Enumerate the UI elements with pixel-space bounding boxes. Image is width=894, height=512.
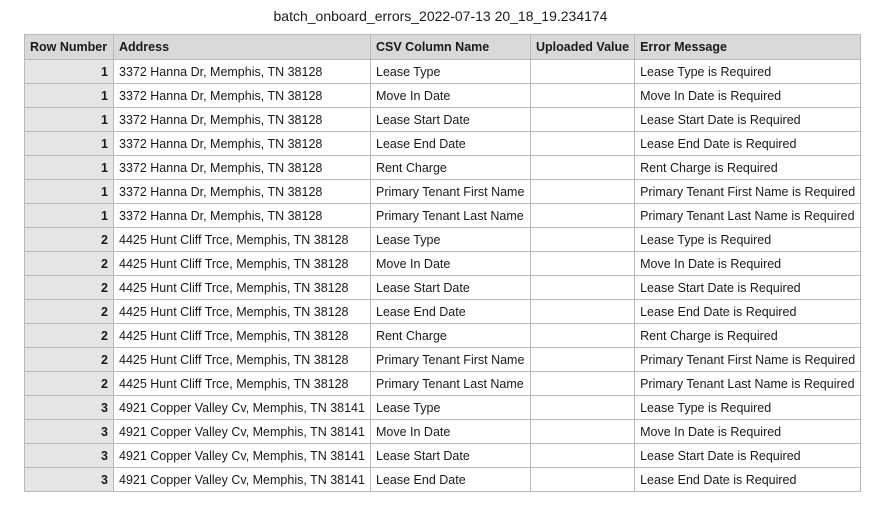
csv-column-name-cell[interactable]: Lease End Date bbox=[371, 132, 531, 156]
error-message-cell[interactable]: Lease Start Date is Required bbox=[635, 276, 861, 300]
header-row bbox=[25, 35, 861, 60]
csv-column-name-cell[interactable]: Primary Tenant First Name bbox=[371, 180, 531, 204]
error-message-cell[interactable]: Lease Type is Required bbox=[635, 396, 861, 420]
column-header-address[interactable]: Address bbox=[114, 35, 371, 60]
error-message-cell[interactable]: Lease End Date is Required bbox=[635, 132, 861, 156]
table-row bbox=[25, 204, 861, 228]
row-number-cell[interactable]: 1 bbox=[25, 108, 114, 132]
column-header-error-message[interactable]: Error Message bbox=[635, 35, 861, 60]
address-cell[interactable]: 4425 Hunt Cliff Trce, Memphis, TN 38128 bbox=[114, 300, 371, 324]
error-message-cell[interactable]: Primary Tenant Last Name is Required bbox=[635, 372, 861, 396]
address-cell[interactable]: 4425 Hunt Cliff Trce, Memphis, TN 38128 bbox=[114, 372, 371, 396]
uploaded-value-cell[interactable] bbox=[531, 60, 635, 84]
uploaded-value-cell[interactable] bbox=[531, 324, 635, 348]
table-row bbox=[25, 132, 861, 156]
address-cell[interactable]: 4425 Hunt Cliff Trce, Memphis, TN 38128 bbox=[114, 324, 371, 348]
uploaded-value-cell[interactable] bbox=[531, 348, 635, 372]
csv-column-name-cell[interactable]: Lease Start Date bbox=[371, 276, 531, 300]
uploaded-value-cell[interactable] bbox=[531, 180, 635, 204]
row-number-cell[interactable]: 2 bbox=[25, 252, 114, 276]
address-cell[interactable]: 3372 Hanna Dr, Memphis, TN 38128 bbox=[114, 156, 371, 180]
uploaded-value-cell[interactable] bbox=[531, 300, 635, 324]
error-message-cell[interactable]: Lease Type is Required bbox=[635, 228, 861, 252]
uploaded-value-cell[interactable] bbox=[531, 420, 635, 444]
table-row bbox=[25, 180, 861, 204]
table-row bbox=[25, 60, 861, 84]
uploaded-value-cell[interactable] bbox=[531, 132, 635, 156]
row-number-cell[interactable]: 2 bbox=[25, 372, 114, 396]
error-message-cell[interactable]: Lease End Date is Required bbox=[635, 468, 861, 492]
csv-column-name-cell[interactable]: Rent Charge bbox=[371, 156, 531, 180]
row-number-cell[interactable]: 2 bbox=[25, 348, 114, 372]
table-row bbox=[25, 108, 861, 132]
row-number-cell[interactable]: 1 bbox=[25, 84, 114, 108]
error-message-cell[interactable]: Move In Date is Required bbox=[635, 420, 861, 444]
row-number-cell[interactable]: 2 bbox=[25, 300, 114, 324]
error-message-cell[interactable]: Lease Start Date is Required bbox=[635, 108, 861, 132]
table-row bbox=[25, 252, 861, 276]
row-number-cell[interactable]: 3 bbox=[25, 396, 114, 420]
uploaded-value-cell[interactable] bbox=[531, 252, 635, 276]
error-message-cell[interactable]: Lease End Date is Required bbox=[635, 300, 861, 324]
address-cell[interactable]: 4425 Hunt Cliff Trce, Memphis, TN 38128 bbox=[114, 348, 371, 372]
csv-column-name-cell[interactable]: Primary Tenant Last Name bbox=[371, 372, 531, 396]
address-cell[interactable]: 3372 Hanna Dr, Memphis, TN 38128 bbox=[114, 60, 371, 84]
table-row bbox=[25, 372, 861, 396]
error-message-cell[interactable]: Primary Tenant Last Name is Required bbox=[635, 204, 861, 228]
table-row bbox=[25, 396, 861, 420]
table-row bbox=[25, 348, 861, 372]
row-number-cell[interactable]: 1 bbox=[25, 132, 114, 156]
address-cell[interactable]: 4921 Copper Valley Cv, Memphis, TN 38141 bbox=[114, 468, 371, 492]
address-cell[interactable]: 3372 Hanna Dr, Memphis, TN 38128 bbox=[114, 84, 371, 108]
uploaded-value-cell[interactable] bbox=[531, 156, 635, 180]
error-message-cell[interactable]: Rent Charge is Required bbox=[635, 324, 861, 348]
csv-column-name-cell[interactable]: Rent Charge bbox=[371, 324, 531, 348]
address-cell[interactable]: 3372 Hanna Dr, Memphis, TN 38128 bbox=[114, 180, 371, 204]
row-number-cell[interactable]: 2 bbox=[25, 228, 114, 252]
column-header-csv-column-name[interactable]: CSV Column Name bbox=[371, 35, 531, 60]
uploaded-value-cell[interactable] bbox=[531, 372, 635, 396]
csv-column-name-cell[interactable]: Move In Date bbox=[371, 252, 531, 276]
address-cell[interactable]: 4425 Hunt Cliff Trce, Memphis, TN 38128 bbox=[114, 228, 371, 252]
csv-column-name-cell[interactable]: Lease Type bbox=[371, 396, 531, 420]
uploaded-value-cell[interactable] bbox=[531, 396, 635, 420]
address-cell[interactable]: 3372 Hanna Dr, Memphis, TN 38128 bbox=[114, 108, 371, 132]
row-number-cell[interactable]: 1 bbox=[25, 60, 114, 84]
error-message-cell[interactable]: Move In Date is Required bbox=[635, 252, 861, 276]
error-message-cell[interactable]: Primary Tenant First Name is Required bbox=[635, 180, 861, 204]
uploaded-value-cell[interactable] bbox=[531, 468, 635, 492]
document-title: batch_onboard_errors_2022-07-13 20_18_19.234174 bbox=[273, 8, 608, 24]
row-number-cell[interactable]: 3 bbox=[25, 420, 114, 444]
address-cell[interactable]: 3372 Hanna Dr, Memphis, TN 38128 bbox=[114, 132, 371, 156]
uploaded-value-cell[interactable] bbox=[531, 84, 635, 108]
csv-column-name-cell[interactable]: Move In Date bbox=[371, 420, 531, 444]
error-message-cell[interactable]: Rent Charge is Required bbox=[635, 156, 861, 180]
error-message-cell[interactable]: Lease Start Date is Required bbox=[635, 444, 861, 468]
row-number-cell[interactable]: 2 bbox=[25, 324, 114, 348]
row-number-cell[interactable]: 2 bbox=[25, 276, 114, 300]
table-row bbox=[25, 300, 861, 324]
csv-column-name-cell[interactable]: Lease End Date bbox=[371, 468, 531, 492]
address-cell[interactable]: 4921 Copper Valley Cv, Memphis, TN 38141 bbox=[114, 396, 371, 420]
address-cell[interactable]: 3372 Hanna Dr, Memphis, TN 38128 bbox=[114, 204, 371, 228]
csv-column-name-cell[interactable]: Lease End Date bbox=[371, 300, 531, 324]
table-row bbox=[25, 420, 861, 444]
error-message-cell[interactable]: Lease Type is Required bbox=[635, 60, 861, 84]
row-number-cell[interactable]: 1 bbox=[25, 156, 114, 180]
table-row bbox=[25, 468, 861, 492]
error-message-cell[interactable]: Move In Date is Required bbox=[635, 84, 861, 108]
uploaded-value-cell[interactable] bbox=[531, 204, 635, 228]
csv-column-name-cell[interactable]: Lease Start Date bbox=[371, 444, 531, 468]
error-message-cell[interactable]: Primary Tenant First Name is Required bbox=[635, 348, 861, 372]
table-row bbox=[25, 324, 861, 348]
csv-column-name-cell[interactable]: Primary Tenant Last Name bbox=[371, 204, 531, 228]
uploaded-value-cell[interactable] bbox=[531, 276, 635, 300]
csv-column-name-cell[interactable]: Lease Type bbox=[371, 60, 531, 84]
address-cell[interactable]: 4425 Hunt Cliff Trce, Memphis, TN 38128 bbox=[114, 276, 371, 300]
csv-column-name-cell[interactable]: Lease Start Date bbox=[371, 108, 531, 132]
csv-column-name-cell[interactable]: Move In Date bbox=[371, 84, 531, 108]
csv-column-name-cell[interactable]: Lease Type bbox=[371, 228, 531, 252]
uploaded-value-cell[interactable] bbox=[531, 228, 635, 252]
address-cell[interactable]: 4921 Copper Valley Cv, Memphis, TN 38141 bbox=[114, 420, 371, 444]
uploaded-value-cell[interactable] bbox=[531, 444, 635, 468]
address-cell[interactable]: 4425 Hunt Cliff Trce, Memphis, TN 38128 bbox=[114, 252, 371, 276]
row-number-cell[interactable]: 1 bbox=[25, 204, 114, 228]
table-row bbox=[25, 276, 861, 300]
address-cell[interactable]: 4921 Copper Valley Cv, Memphis, TN 38141 bbox=[114, 444, 371, 468]
column-header-row-number[interactable]: Row Number bbox=[25, 35, 114, 60]
table-row bbox=[25, 228, 861, 252]
uploaded-value-cell[interactable] bbox=[531, 108, 635, 132]
table-row bbox=[25, 84, 861, 108]
row-number-cell[interactable]: 3 bbox=[25, 468, 114, 492]
row-number-cell[interactable]: 1 bbox=[25, 180, 114, 204]
csv-column-name-cell[interactable]: Primary Tenant First Name bbox=[371, 348, 531, 372]
table-row bbox=[25, 444, 861, 468]
row-number-cell[interactable]: 3 bbox=[25, 444, 114, 468]
column-header-uploaded-value[interactable]: Uploaded Value bbox=[531, 35, 635, 60]
errors-table bbox=[24, 34, 861, 492]
table-row bbox=[25, 156, 861, 180]
